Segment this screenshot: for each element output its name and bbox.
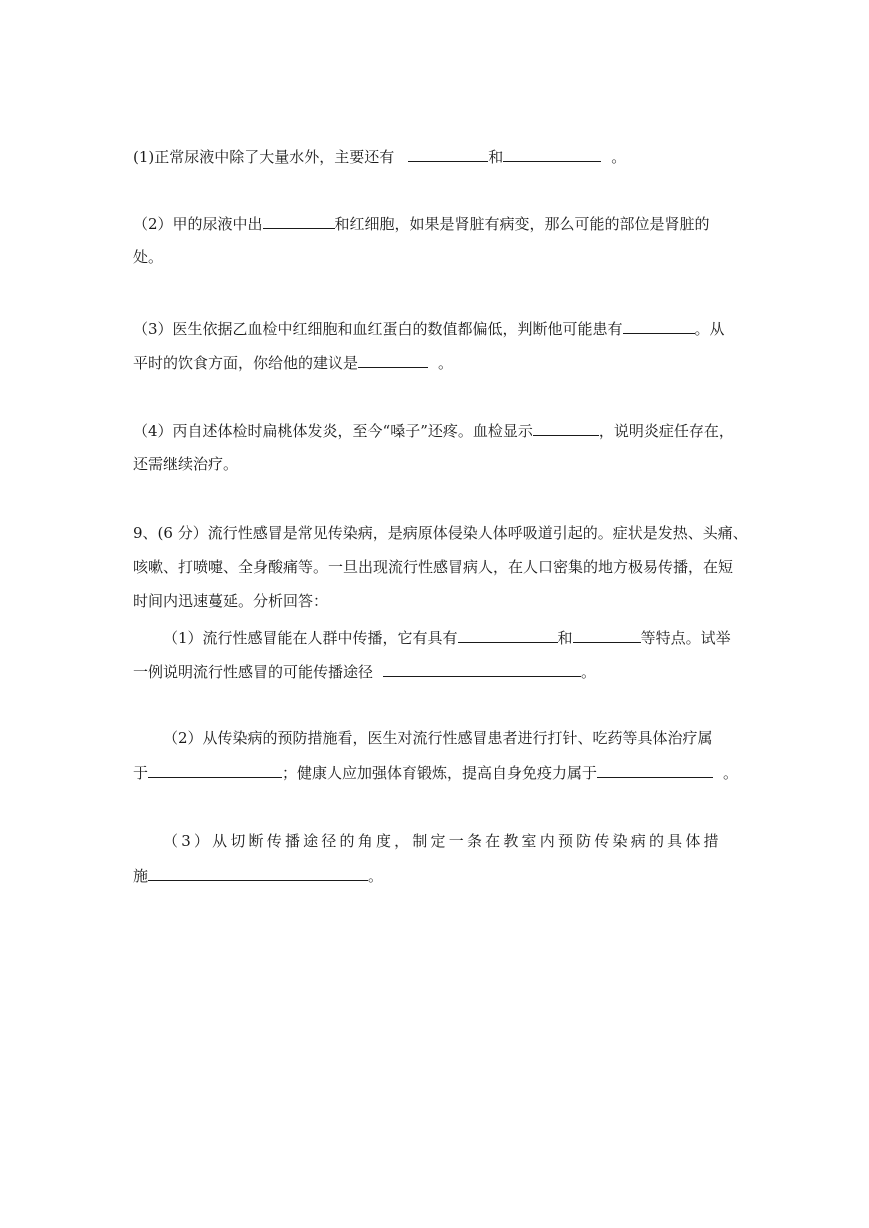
q9-part2-text: （2）从传染病的预防措施看，医生对流行性感冒患者进行打针、吃药等具体治疗属 — [163, 729, 713, 747]
q9-part1-text: （1）流行性感冒能在人群中传播，它有具有 — [163, 629, 458, 647]
q8-part2-line2 — [133, 247, 163, 269]
q9-part1-connector: 和 — [557, 629, 573, 647]
q9-intro-line2 — [133, 557, 733, 579]
q9-intro-text-3: 时间内迅速蔓延。分析回答： — [133, 592, 329, 610]
q8-part1-line — [133, 146, 626, 168]
q9-part2-blank-2[interactable] — [597, 762, 713, 778]
q8-part3-text-2: 。从 — [694, 320, 725, 338]
q9-part3-text-2: 施 — [133, 867, 149, 885]
q9-part2-text-2: 于 — [133, 764, 149, 782]
q9-part3-end: 。 — [368, 867, 384, 885]
q8-part4-text: （4）丙自述体检时扁桃体发炎，至今“嗓子”还疼。血检显示 — [133, 422, 533, 440]
q8-part2-text-2: 和红细胞，如果是肾脏有病变，那么可能的部位是肾脏的 — [334, 215, 710, 233]
q9-part2-line2 — [133, 762, 738, 784]
q8-part3-text-3: 平时的饮食方面，你给他的建议是 — [133, 354, 359, 372]
q8-part2-line1 — [133, 213, 710, 235]
q8-part4-line2 — [133, 454, 238, 476]
q9-part1-line2 — [133, 661, 596, 683]
q8-part2-blank[interactable] — [263, 213, 335, 229]
q8-part1-text: (1)正常尿液中除了大量水外，主要还有 — [133, 148, 395, 166]
q8-part4-line1 — [133, 420, 734, 442]
q9-part2-text-3: ；健康人应加强体育锻炼，提高自身免疫力属于 — [282, 764, 598, 782]
q8-part3-blank-1[interactable] — [623, 318, 695, 334]
q8-part3-line2 — [133, 352, 453, 374]
q8-part4-text-2: ，说明炎症任存在， — [598, 422, 734, 440]
q9-part3-blank[interactable] — [148, 865, 368, 881]
q8-part4-blank[interactable] — [533, 420, 599, 436]
q9-part1-text-3: 一例说明流行性感冒的可能传播途径 — [133, 663, 374, 681]
q9-part2-end: 。 — [723, 764, 739, 782]
q8-part3-end: 。 — [438, 354, 454, 372]
q9-intro-line3 — [133, 591, 328, 613]
q8-part3-text: （3）医生依据乙血检中红细胞和血红蛋白的数值都偏低，判断他可能患有 — [133, 320, 623, 338]
q8-part2-text: （2）甲的尿液中出 — [133, 215, 263, 233]
q9-part3-line1 — [163, 831, 722, 853]
q8-part1-blank-2[interactable] — [503, 146, 601, 162]
q9-part1-blank-2[interactable] — [573, 627, 641, 643]
q8-part3-line1 — [133, 318, 725, 340]
q9-part2-blank-1[interactable] — [148, 762, 282, 778]
q9-part3-line2 — [133, 865, 383, 887]
q8-part2-end: 处。 — [133, 248, 164, 266]
q8-part1-connector: 和 — [488, 148, 504, 166]
q9-intro-text-1: 9、(6 分）流行性感冒是常见传染病，是病原体侵染人体呼吸道引起的。症状是发热、头痛、 — [133, 524, 748, 542]
q9-part1-blank-1[interactable] — [458, 627, 558, 643]
q8-part1-end: 。 — [611, 148, 627, 166]
q9-part2-line1 — [163, 728, 713, 750]
q8-part1-blank-1[interactable] — [408, 146, 488, 162]
q9-intro-line1 — [133, 523, 748, 545]
q8-part4-end: 还需继续治疗。 — [133, 455, 239, 473]
q9-part1-text-2: 等特点。试举 — [640, 629, 731, 647]
q9-intro-text-2: 咳嗽、打喷嚏、全身酸痛等。一旦出现流行性感冒病人，在人口密集的地方极易传播，在短 — [133, 558, 734, 576]
q9-part1-line1 — [163, 627, 731, 649]
q8-part3-blank-2[interactable] — [358, 352, 428, 368]
q9-part3-text: （3）从切断传播途径的角度，制定一条在教室内预防传染病的具体措 — [163, 832, 722, 850]
q9-part1-end: 。 — [581, 663, 597, 681]
q9-part1-blank-3[interactable] — [383, 661, 581, 677]
